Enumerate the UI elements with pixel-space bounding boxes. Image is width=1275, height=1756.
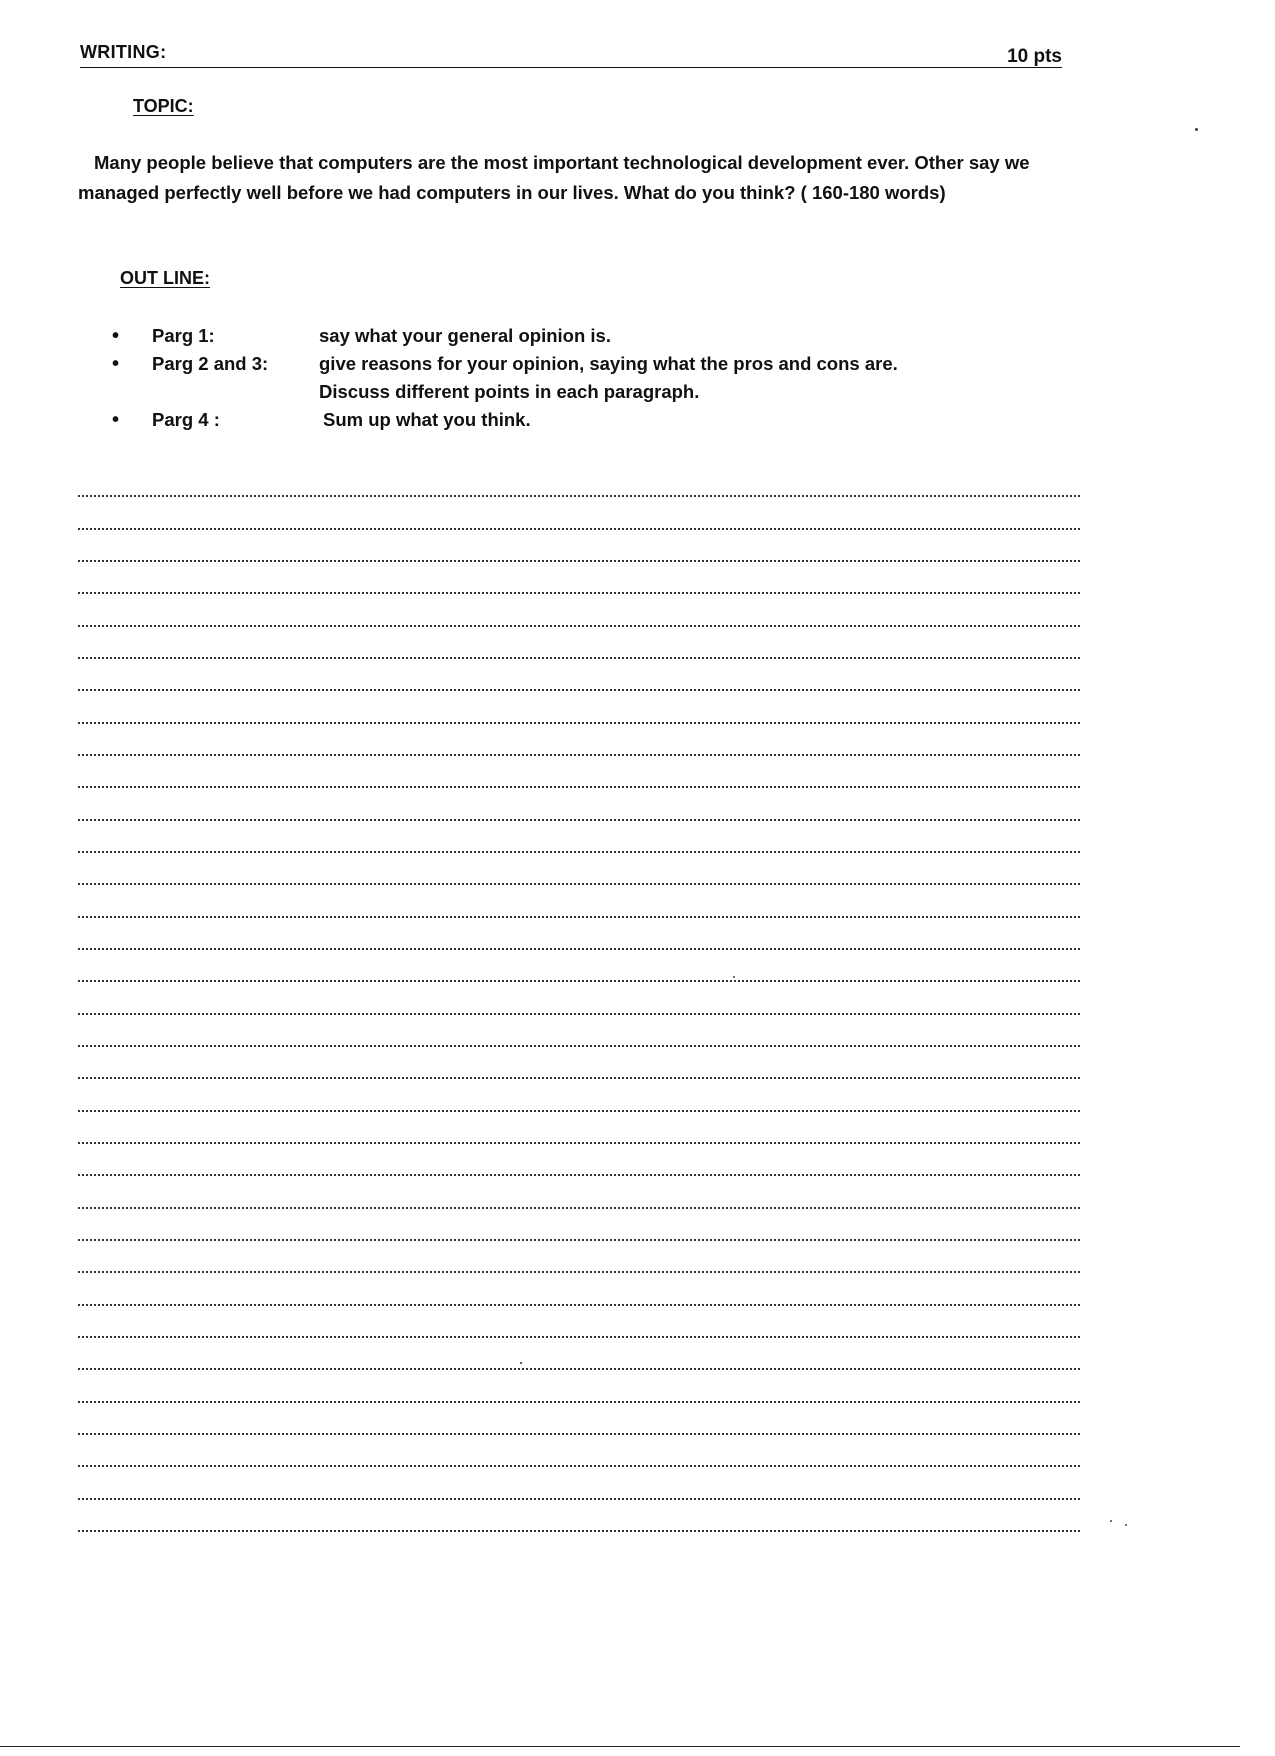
answer-line[interactable] — [78, 1209, 1080, 1241]
answer-line[interactable] — [78, 1015, 1080, 1047]
points-value: 10 pts — [1007, 46, 1062, 67]
answer-line[interactable] — [78, 691, 1080, 723]
answer-line[interactable] — [78, 885, 1080, 917]
outline-list — [112, 322, 1012, 434]
scan-speck — [520, 1362, 522, 1364]
answer-line[interactable] — [78, 1273, 1080, 1305]
answer-line[interactable] — [78, 1370, 1080, 1402]
outline-item — [112, 406, 1012, 434]
footer-rule — [0, 1746, 1240, 1747]
answer-line[interactable] — [78, 724, 1080, 756]
answer-line[interactable] — [78, 497, 1080, 529]
scan-speck — [1125, 1524, 1127, 1526]
answer-line[interactable] — [78, 562, 1080, 594]
outline-item-label: Parg 2 and 3: — [152, 353, 269, 374]
outline-item-desc-line: Discuss different points in each paragraph. — [319, 381, 700, 402]
answer-line[interactable] — [78, 1079, 1080, 1111]
answer-line[interactable] — [78, 1176, 1080, 1208]
outline-item-label: Parg 1: — [152, 325, 215, 346]
answer-line[interactable] — [78, 1306, 1080, 1338]
section-header — [80, 40, 1062, 68]
outline-item-desc — [319, 350, 1012, 406]
answer-line[interactable] — [78, 530, 1080, 562]
answer-line[interactable] — [78, 756, 1080, 788]
answer-line[interactable] — [78, 659, 1080, 691]
outline-item-desc-line: Sum up what you think. — [323, 409, 531, 430]
answer-line[interactable] — [78, 594, 1080, 626]
answer-line[interactable] — [78, 853, 1080, 885]
outline-heading: OUT LINE: — [120, 268, 210, 288]
answer-line[interactable] — [78, 1467, 1080, 1499]
answer-line[interactable] — [78, 1435, 1080, 1467]
answer-line[interactable] — [78, 821, 1080, 853]
outline-item-desc-line: give reasons for your opinion, saying what the pros and cons are. — [319, 353, 898, 374]
scan-speck — [1195, 128, 1198, 131]
topic-heading: TOPIC: — [133, 96, 194, 116]
outline-item-desc-line: say what your general opinion is. — [319, 325, 611, 346]
answer-line[interactable] — [78, 1403, 1080, 1435]
section-label: WRITING: — [80, 42, 167, 62]
answer-line[interactable] — [78, 788, 1080, 820]
bullet-icon: • — [112, 325, 120, 347]
outline-item-desc — [319, 406, 1012, 434]
answer-line[interactable] — [78, 1047, 1080, 1079]
answer-line[interactable] — [78, 982, 1080, 1014]
answer-line[interactable] — [78, 950, 1080, 982]
answer-line[interactable] — [78, 627, 1080, 659]
answer-line[interactable] — [78, 1500, 1080, 1532]
answer-line[interactable] — [78, 1241, 1080, 1273]
outline-item-label: Parg 4 : — [152, 409, 220, 430]
answer-line[interactable] — [78, 1144, 1080, 1176]
scan-speck — [1110, 1520, 1112, 1522]
header-rule — [80, 67, 1062, 68]
bullet-icon: • — [112, 409, 120, 431]
answer-line[interactable] — [78, 1112, 1080, 1144]
answer-line[interactable] — [78, 465, 1080, 497]
writing-prompt: Many people believe that computers are the most important technological development ever. Other say we managed perfectly well before we had computers in our lives. What do you think? ( 160-180 words) — [78, 152, 1030, 203]
bullet-icon: • — [112, 353, 120, 375]
outline-item — [112, 350, 1012, 406]
answer-lines[interactable] — [78, 465, 1080, 1532]
scan-speck — [733, 976, 735, 978]
outline-item-desc — [319, 322, 1012, 350]
answer-line[interactable] — [78, 1338, 1080, 1370]
outline-item — [112, 322, 1012, 350]
answer-line[interactable] — [78, 918, 1080, 950]
